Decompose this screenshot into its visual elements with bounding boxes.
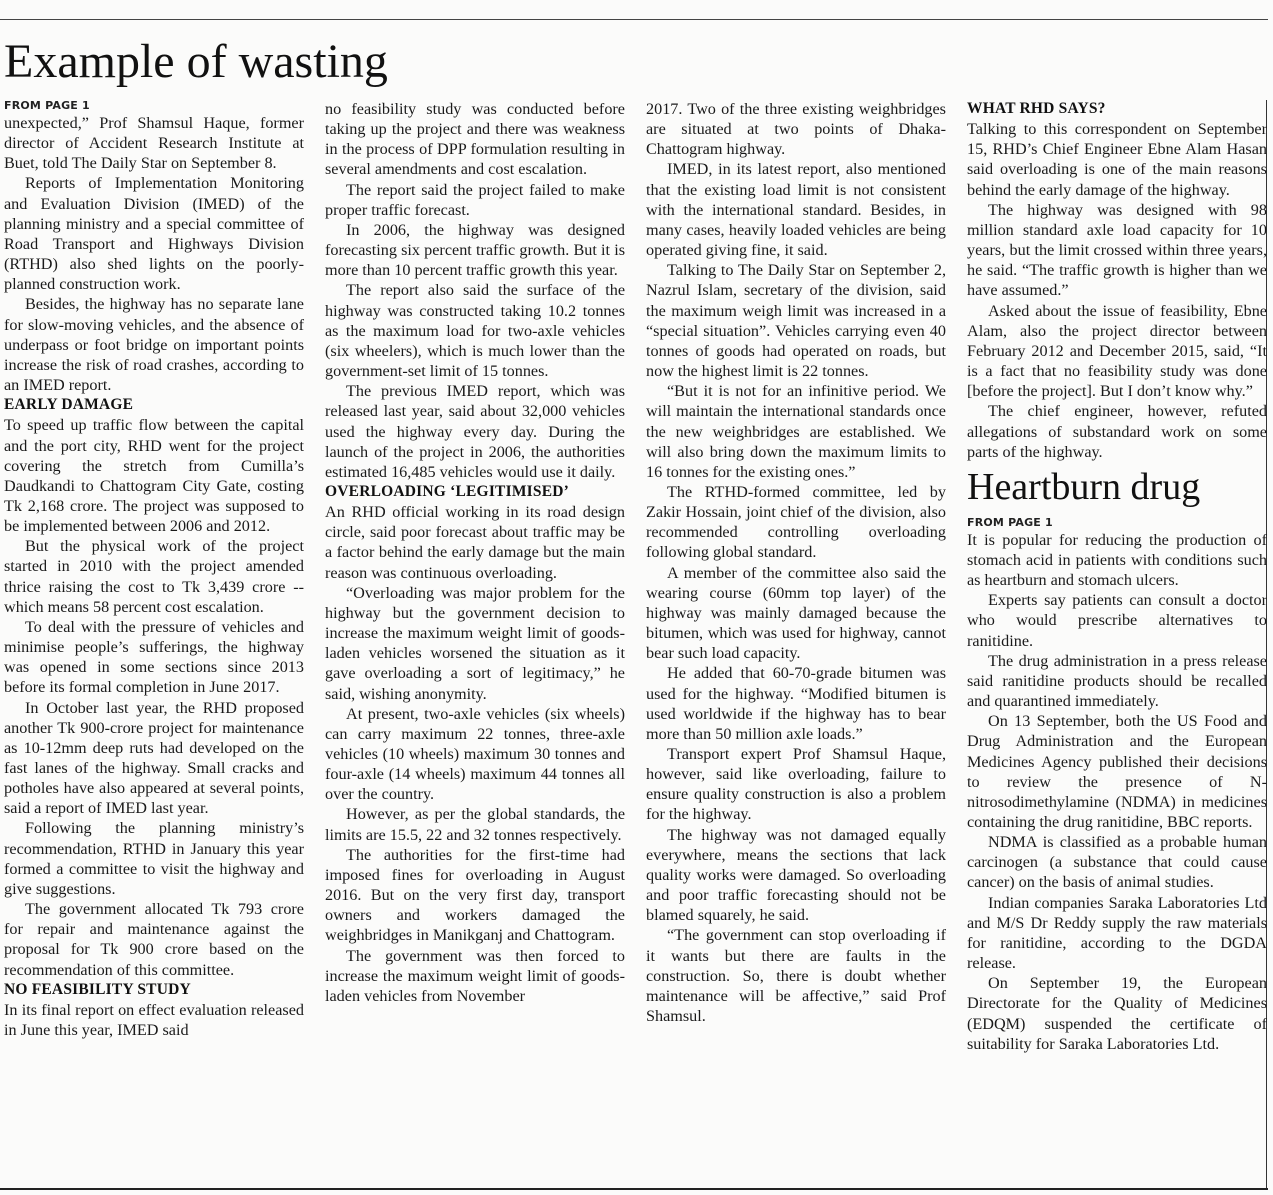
article-paragraph: At present, two-axle vehicles (six wheels) can carry maximum 22 tonnes, three-axle vehicles (10 wheels) maximum 30 tonnes and four-axle (14 wheels) maximum 44 tonnes all over the country.	[325, 704, 625, 804]
article-paragraph: The previous IMED report, which was released last year, said about 32,000 vehicles used the highway every day. During the launch of the project in 2006, the authorities estimated 16,485 vehicles would use it daily.	[325, 382, 625, 481]
article-paragraph: He added that 60-70-grade bitumen was used for the highway. “Modified bitumen is used worldwide if the highway has to bear more than 50 million axle loads.”	[646, 664, 946, 743]
second-article-kicker: FROM PAGE 1	[967, 515, 1053, 529]
article-paragraph: However, as per the global standards, the limits are 15.5, 22 and 32 tonnes respectively.	[325, 805, 625, 844]
article-paragraph: Transport expert Prof Shamsul Haque, however, said like overloading, failure to ensure quality construction is also a problem for the highway.	[646, 745, 946, 824]
article-headline: Example of wasting	[4, 35, 388, 88]
article-paragraph: On September 19, the European Directorate for the Quality of Medicines (EDQM) suspended the certificate of suitability for Saraka Laboratories Ltd.	[967, 974, 1267, 1053]
article-paragraph: To speed up traffic flow between the capital and the port city, RHD went for the project covering the stretch from Cumilla’s Daudkandi to Chattogram City Gate, costing Tk 2,168 crore. The project was supposed to be implemented between 2006 and 2012.	[4, 416, 304, 536]
article-paragraph: Experts say patients can consult a doctor who would prescribe alternatives to ranitidine.	[967, 591, 1267, 650]
article-paragraph: Indian companies Saraka Laboratories Ltd and M/S Dr Reddy supply the raw materials for ranitidine, according to the DGDA release.	[967, 893, 1267, 973]
article-paragraph: The report said the project failed to make proper traffic forecast.	[325, 180, 625, 219]
article-paragraph: The highway was designed with 98 million standard axle load capacity for 10 years, but the limit crossed within three years, he said. “The traffic growth is higher than we have assumed.”	[967, 200, 1267, 300]
article-paragraph: The government allocated Tk 793 crore for repair and maintenance against the proposal for Tk 900 crore based on the recommendation of this committee.	[4, 900, 304, 979]
article-paragraph: “But it is not for an infinitive period. We will maintain the international standards once the new weighbridges are established. We will also bring down the maximum limits to 16 tonnes for the existing ones.”	[646, 382, 946, 481]
article-paragraph: no feasibility study was conducted before taking up the project and there was weakness in the process of DPP formulation resulting in several amendments and cost escalation.	[325, 100, 625, 179]
article-column-2	[325, 99, 625, 1006]
article-paragraph: NDMA is classified as a probable human carcinogen (a substance that could cause cancer) on the basis of animal studies.	[967, 833, 1267, 892]
article-paragraph: In October last year, the RHD proposed another Tk 900-crore project for maintenance as 10-12mm deep ruts had developed on the fast lanes of the highway. Small cracks and potholes have also appeared at several points, said a report of IMED last year.	[4, 698, 304, 818]
article-paragraph: But the physical work of the project started in 2010 with the project amended thrice raising the cost to Tk 3,439 crore -- which means 58 percent cost escalation.	[4, 537, 304, 616]
article-paragraph: The government was then forced to increase the maximum weight limit of goods-laden vehicles from November	[325, 946, 625, 1005]
article-column-3	[646, 99, 946, 1026]
section-subhead: EARLY DAMAGE	[4, 396, 134, 414]
article-paragraph: 2017. Two of the three existing weighbridges are situated at two points of Dhaka-Chattogram highway.	[646, 100, 946, 159]
article-paragraph: Talking to this correspondent on September 15, RHD’s Chief Engineer Ebne Alam Hasan said overloading is one of the main reasons behind the early damage of the highway.	[967, 120, 1267, 199]
article-paragraph: In its final report on effect evaluation released in June this year, IMED said	[4, 1000, 304, 1040]
article-paragraph: Asked about the issue of feasibility, Ebne Alam, also the project director between February 2012 and December 2015, said, “It is a fact that no feasibility study was done [before the project]. But I don’t know why.”	[967, 301, 1267, 401]
article-paragraph: The report also said the surface of the highway was constructed taking 10.2 tonnes as the maximum load for two-axle vehicles (six wheelers), which is much lower than the government-set limit of 15 tonnes.	[325, 281, 625, 381]
article-paragraph: IMED, in its latest report, also mentioned that the existing load limit is not consistent with the international standard. Besides, in many cases, heavily loaded vehicles are being operated giving fine, it said.	[646, 160, 946, 260]
article-paragraph: The highway was not damaged equally everywhere, means the sections that lack quality works were damaged. So overloading and poor traffic forecasting should not be blamed squarely, he said.	[646, 825, 946, 925]
article-paragraph: The chief engineer, however, refuted allegations of substandard work on some parts of the highway.	[967, 402, 1267, 461]
article-paragraph: A member of the committee also said the wearing course (60mm top layer) of the highway was mainly damaged because the bitumen, which was used for highway, cannot bear such load capacity.	[646, 563, 946, 663]
article-paragraph: The authorities for the first-time had imposed fines for overloading in August 2016. But on the very first day, transport owners and workers damaged the weighbridges in Manikganj and Chattogram.	[325, 845, 625, 945]
from-page-kicker: FROM PAGE 1	[4, 99, 90, 112]
article-paragraph: Talking to The Daily Star on September 2, Nazrul Islam, secretary of the division, said the maximum weigh limit was increased in a “special situation”. Vehicles carrying even 40 tonnes of goods had operated on roads, but now the highest limit is 22 tonnes.	[646, 261, 946, 381]
article-paragraph: Besides, the highway has no separate lane for slow-moving vehicles, and the absence of underpass or foot bridge on important points increase the risk of road crashes, according to an IMED report.	[4, 295, 304, 395]
article-paragraph: On 13 September, both the US Food and Drug Administration and the European Medicines Agency published their decisions to review the presence of N-nitrosodimethylamine (NDMA) in medicines containing the drug ranitidine, BBC reports.	[967, 712, 1267, 831]
article-paragraph: It is popular for reducing the production of stomach acid in patients with conditions such as heartburn and stomach ulcers.	[967, 530, 1267, 590]
article-column-4	[967, 99, 1267, 1054]
top-rule	[0, 19, 1268, 20]
article-paragraph: In 2006, the highway was designed forecasting six percent traffic growth. But it is more than 10 percent traffic growth this year.	[325, 220, 625, 280]
article-paragraph: “The government can stop overloading if it wants but there are faults in the construction. So, there is doubt whether maintenance will be affective,” said Prof Shamsul.	[646, 926, 946, 1026]
section-subhead: WHAT RHD SAYS?	[967, 100, 1106, 117]
article-paragraph: An RHD official working in its road design circle, said poor forecast about traffic may be a factor behind the early damage but the main reason was continuous overloading.	[325, 503, 625, 582]
bottom-rule	[0, 1188, 1268, 1190]
section-subhead: NO FEASIBILITY STUDY	[4, 980, 191, 998]
article-paragraph: The drug administration in a press release said ranitidine products should be recalled and quarantined immediately.	[967, 651, 1267, 711]
article-paragraph: Following the planning ministry’s recommendation, RTHD in January this year formed a committee to visit the highway and give suggestions.	[4, 819, 304, 898]
article-paragraph: Reports of Implementation Monitoring and Evaluation Division (IMED) of the planning ministry and a special committee of Road Transport and Highways Division (RTHD) also shed lights on the poorly-planned construction work.	[4, 174, 304, 294]
article-paragraph: “Overloading was major problem for the highway but the government decision to increase the maximum weight limit of goods-laden vehicles worsened the situation as it gave overloading a sort of legitimacy,” he said, wishing anonymity.	[325, 583, 625, 703]
article-column-1	[4, 99, 304, 1040]
article-paragraph: The RTHD-formed committee, led by Zakir Hossain, joint chief of the division, also recommended controlling overloading following global standard.	[646, 482, 946, 562]
article-paragraph: unexpected,” Prof Shamsul Haque, former director of Accident Research Institute at Buet, told The Daily Star on September 8.	[4, 114, 304, 173]
article-paragraph: To deal with the pressure of vehicles and minimise people’s sufferings, the highway was opened in some sections since 2013 before its formal completion in June 2017.	[4, 617, 304, 697]
section-subhead: OVERLOADING ‘LEGITIMISED’	[325, 482, 569, 500]
second-article-headline: Heartburn drug	[967, 465, 1201, 508]
